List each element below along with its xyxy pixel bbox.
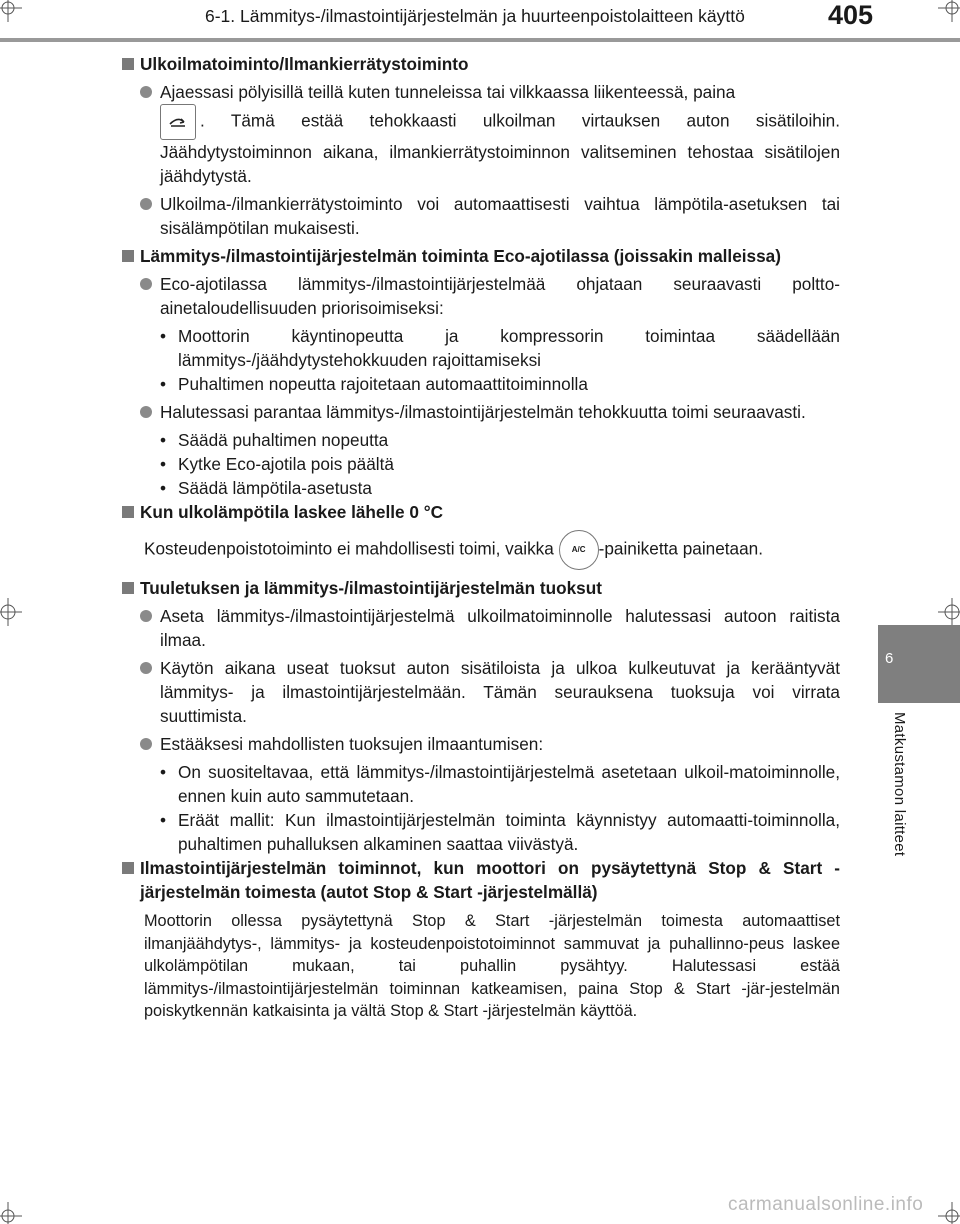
paragraph: Moottorin ollessa pysäytettynä Stop & Start -järjestelmän toimesta automaattiset ilmanjäähdytys-, lämmitys- ja kosteudenpoistotoiminnot sammuvat ja puhallinno-peus laskee ulkolämpötilan mukaan, tai puhallin pysähtyy. Halutessasi estää lämmitys-/ilmastointijärjestelmän toiminnan katkeamisen, paina Stop & Start -jär-jestelmän poiskytkennän katkaisinta ja vältä Stop & Start -järjestelmän käyttöä. bbox=[144, 912, 840, 1020]
sub-item: • Säädä lämpötila-asetusta bbox=[160, 478, 372, 498]
round-bullet-icon bbox=[140, 406, 152, 418]
bullet-item: Ajaessasi pölyisillä teillä kuten tunneleissa tai vilkkaassa liikenteessä, paina . Tämä estää tehokkaasti ulkoilman virtauksen auton sisätiloihin. Jäähdytystoiminnon aikana, ilmankierrätystoiminnon valitseminen tehostaa sisätilojen jäähdytystä. bbox=[122, 80, 840, 188]
recirculation-button-icon bbox=[160, 104, 196, 140]
page-content bbox=[122, 52, 840, 1029]
header-rule bbox=[0, 38, 960, 42]
sub-item: • Eräät mallit: Kun ilmastointijärjestelmän toiminta käynnistyy automaatti-toiminnolla, puhaltimen puhalluksen alkaminen saattaa viivästyä. bbox=[160, 810, 840, 854]
ac-button-icon: A/C bbox=[559, 530, 599, 570]
sub-item: • Puhaltimen nopeutta rajoitetaan automaattitoiminnolla bbox=[160, 374, 588, 394]
bullet-item: Käytön aikana useat tuoksut auton sisätiloista ja ulkoa kulkeutuvat ja kerääntyvät lämmitys- ja ilmastointijärjestelmään. Tämän seurauksena tuoksuja voi virrata suuttimista. bbox=[122, 656, 840, 728]
footer-watermark: carmanualsonline.info bbox=[728, 1194, 924, 1215]
sub-item: • On suositeltavaa, että lämmitys-/ilmastointijärjestelmä asetetaan ulkoil-matoiminnolle, ennen kuin auto sammutetaan. bbox=[160, 762, 840, 806]
section-heading: Ilmastointijärjestelmän toiminnot, kun moottori on pysäytettynä Stop & Start -järjestelmän toimesta (autot Stop & Start -järjestelmällä) bbox=[122, 856, 840, 904]
bullet-item: Halutessasi parantaa lämmitys-/ilmastointijärjestelmän tehokkuutta toimi seuraavasti. bbox=[122, 400, 840, 424]
square-bullet-icon bbox=[122, 58, 134, 70]
section-heading: Kun ulkolämpötila laskee lähelle 0 °C bbox=[122, 500, 840, 524]
chapter-label: Matkustamon laitteet bbox=[891, 712, 908, 857]
section-heading: Lämmitys-/ilmastointijärjestelmän toiminta Eco-ajotilassa (joissakin malleissa) bbox=[122, 244, 840, 268]
sub-item: • Säädä puhaltimen nopeutta bbox=[160, 430, 389, 450]
square-bullet-icon bbox=[122, 250, 134, 262]
bullet-item: Ulkoilma-/ilmankierrätystoiminto voi automaattisesti vaihtua lämpötila-asetuksen tai sisälämpötilan mukaisesti. bbox=[122, 192, 840, 240]
header-title: 6-1. Lämmitys-/ilmastointijärjestelmän ja huurteenpoistolaitteen käyttö bbox=[205, 6, 745, 26]
square-bullet-icon bbox=[122, 582, 134, 594]
round-bullet-icon bbox=[140, 610, 152, 622]
bullet-item: Estääksesi mahdollisten tuoksujen ilmaantumisen: bbox=[122, 732, 840, 756]
paragraph: Kosteudenpoistotoiminto ei mahdollisesti toimi, vaikka A/C -painiketta painetaan. bbox=[122, 530, 840, 570]
page-number: 405 bbox=[828, 0, 874, 30]
section-heading: Ulkoilmatoiminto/Ilmankierrätystoiminto bbox=[122, 52, 840, 76]
square-bullet-icon bbox=[122, 506, 134, 518]
section-heading: Tuuletuksen ja lämmitys-/ilmastointijärjestelmän tuoksut bbox=[122, 576, 840, 600]
chapter-number: 6 bbox=[885, 650, 894, 667]
round-bullet-icon bbox=[140, 86, 152, 98]
bullet-item: Eco-ajotilassa lämmitys-/ilmastointijärjestelmää ohjataan seuraavasti poltto-ainetaloudellisuuden priorisoimiseksi: bbox=[122, 272, 840, 320]
round-bullet-icon bbox=[140, 198, 152, 210]
round-bullet-icon bbox=[140, 278, 152, 290]
round-bullet-icon bbox=[140, 738, 152, 750]
square-bullet-icon bbox=[122, 862, 134, 874]
bullet-item: Aseta lämmitys-/ilmastointijärjestelmä ulkoilmatoiminnolle halutessasi autoon raitista ilmaa. bbox=[122, 604, 840, 652]
round-bullet-icon bbox=[140, 662, 152, 674]
sub-item: • Moottorin käyntinopeutta ja kompressorin toimintaa säädellään lämmitys-/jäähdytystehokkuuden rajoittamiseksi bbox=[160, 326, 840, 370]
sub-item: • Kytke Eco-ajotila pois päältä bbox=[160, 454, 394, 474]
